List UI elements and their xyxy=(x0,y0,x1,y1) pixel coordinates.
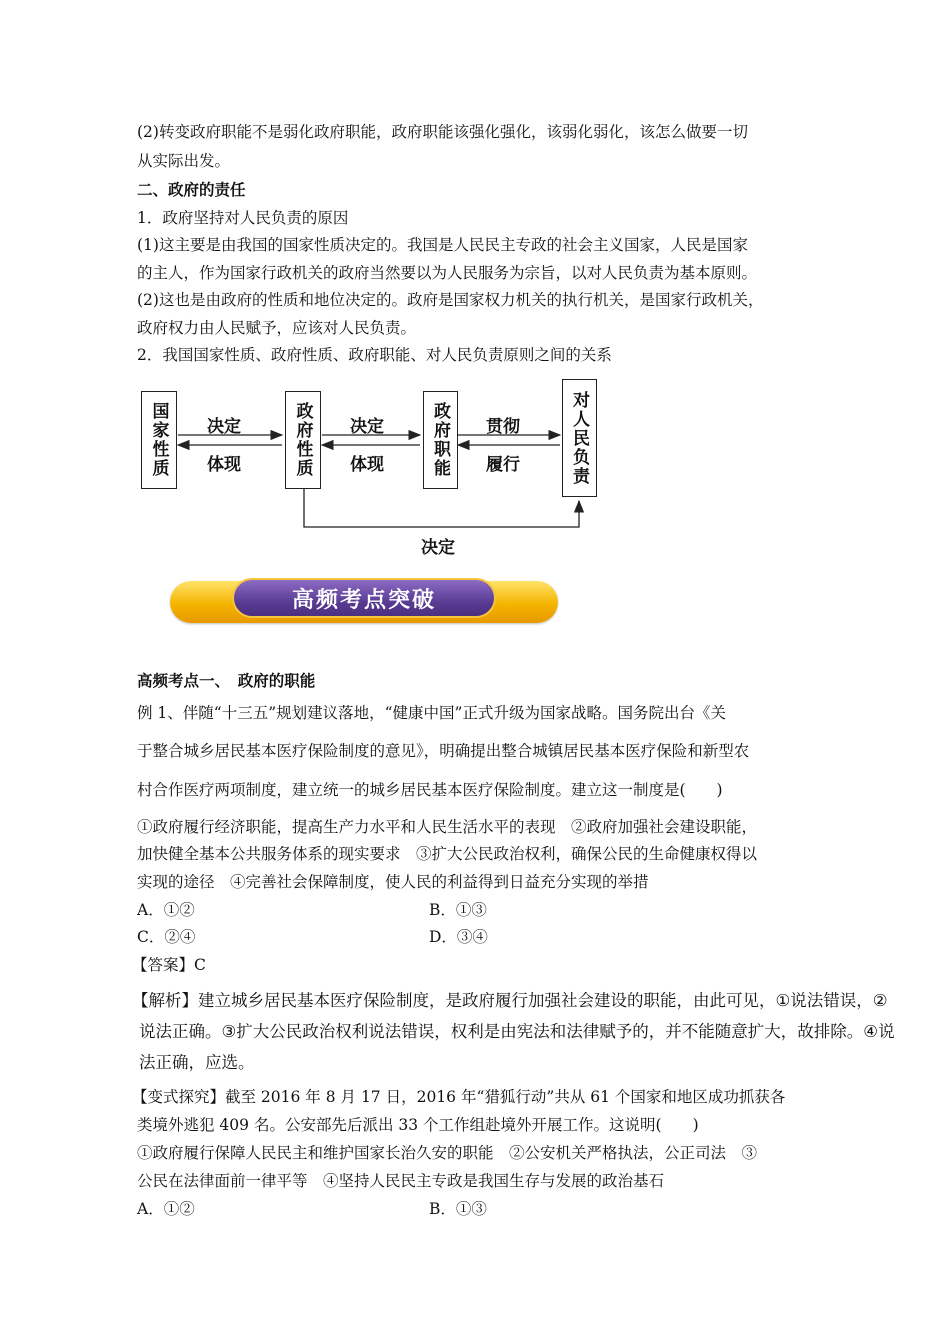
option-c: C．②④ xyxy=(137,928,196,946)
analysis-line: 法正确，应选。 xyxy=(139,1053,255,1072)
box-national-nature: 国家性质 xyxy=(141,391,177,489)
arrow-label: 贯彻 xyxy=(486,417,520,437)
arrow-label: 体现 xyxy=(350,455,384,475)
analysis-line: 【解析】建立城乡居民基本医疗保险制度，是政府履行加强社会建设的职能，由此可见，①说法错误，② xyxy=(132,991,888,1010)
text-line: 公民在法律面前一律平等 ④坚持人民民主专政是我国生存与发展的政治基石 xyxy=(137,1172,665,1190)
option-b: B．①③ xyxy=(429,1200,487,1218)
option-d: D．③④ xyxy=(429,928,488,946)
option-b: B．①③ xyxy=(429,901,487,919)
text-line: 加快健全基本公共服务体系的现实要求 ③扩大公民政治权利，确保公民的生命健康权得以 xyxy=(137,845,758,863)
text-line: 政府权力由人民赋予，应该对人民负责。 xyxy=(137,319,417,337)
arrow-label: 体现 xyxy=(207,455,241,475)
text-line: 村合作医疗两项制度，建立统一的城乡居民基本医疗保险制度。建立这一制度是( ) xyxy=(137,781,723,799)
text-line: 于整合城乡居民基本医疗保险制度的意见》，明确提出整合城镇居民基本医疗保险和新型农 xyxy=(137,742,750,760)
text-line: (1)这主要是由我国的国家性质决定的。我国是人民民主专政的社会主义国家，人民是国家 xyxy=(137,236,748,254)
banner-inner xyxy=(232,578,496,618)
text-line: 从实际出发。 xyxy=(137,152,231,170)
arrow-label: 决定 xyxy=(350,417,384,437)
text-line: (2)转变政府职能不是弱化政府职能，政府职能该强化强化，该弱化弱化，该怎么做要一切 xyxy=(137,123,748,141)
text-line: (2)这也是由政府的性质和地位决定的。政府是国家权力机关的执行机关，是国家行政机关， xyxy=(137,291,764,309)
section-banner xyxy=(170,578,558,626)
text-line: 的主人，作为国家行政机关的政府当然要以为人民服务为宗旨，以对人民负责为基本原则。 xyxy=(137,264,758,282)
box-responsible-to-people: 对人民负责 xyxy=(562,379,597,497)
text-line: 1．政府坚持对人民负责的原因 xyxy=(137,209,349,227)
banner-title: 高频考点突破 xyxy=(291,587,436,613)
bottom-arrow-label: 决定 xyxy=(421,538,455,558)
text-line: 例 1、伴随“十三五”规划建议落地，“健康中国”正式升级为国家战略。国务院出台《关 xyxy=(137,704,726,722)
topic-heading: 高频考点一、 政府的职能 xyxy=(137,672,316,690)
answer-line: 【答案】C xyxy=(132,956,206,974)
text-line: ①政府履行经济职能，提高生产力水平和人民生活水平的表现 ②政府加强社会建设职能， xyxy=(137,818,758,836)
relationship-diagram xyxy=(137,383,607,558)
section-heading: 二、政府的责任 xyxy=(137,181,246,199)
option-a: A．①② xyxy=(137,901,195,919)
arrow-label: 决定 xyxy=(207,417,241,437)
text-line: 实现的途径 ④完善社会保障制度，使人民的利益得到日益充分实现的举措 xyxy=(137,873,649,891)
text-line: 类境外逃犯 409 名。公安部先后派出 33 个工作组赴境外开展工作。这说明( ) xyxy=(137,1116,699,1134)
text-line: ①政府履行保障人民民主和维护国家长治久安的职能 ②公安机关严格执法，公正司法 ③ xyxy=(137,1144,758,1162)
text-line: 【变式探究】截至 2016 年 8 月 17 日，2016 年“猎狐行动”共从 61 个国家和地区成功抓获各 xyxy=(132,1088,786,1106)
box-government-function: 政府职能 xyxy=(423,391,458,489)
arrow-label: 履行 xyxy=(486,455,520,475)
text-line: 2．我国国家性质、政府性质、政府职能、对人民负责原则之间的关系 xyxy=(137,346,612,364)
box-government-nature: 政府性质 xyxy=(285,391,321,489)
option-a: A．①② xyxy=(137,1200,195,1218)
analysis-line: 说法正确。③扩大公民政治权利说法错误，权利是由宪法和法律赋予的，并不能随意扩大，故排除。④说 xyxy=(139,1022,895,1041)
